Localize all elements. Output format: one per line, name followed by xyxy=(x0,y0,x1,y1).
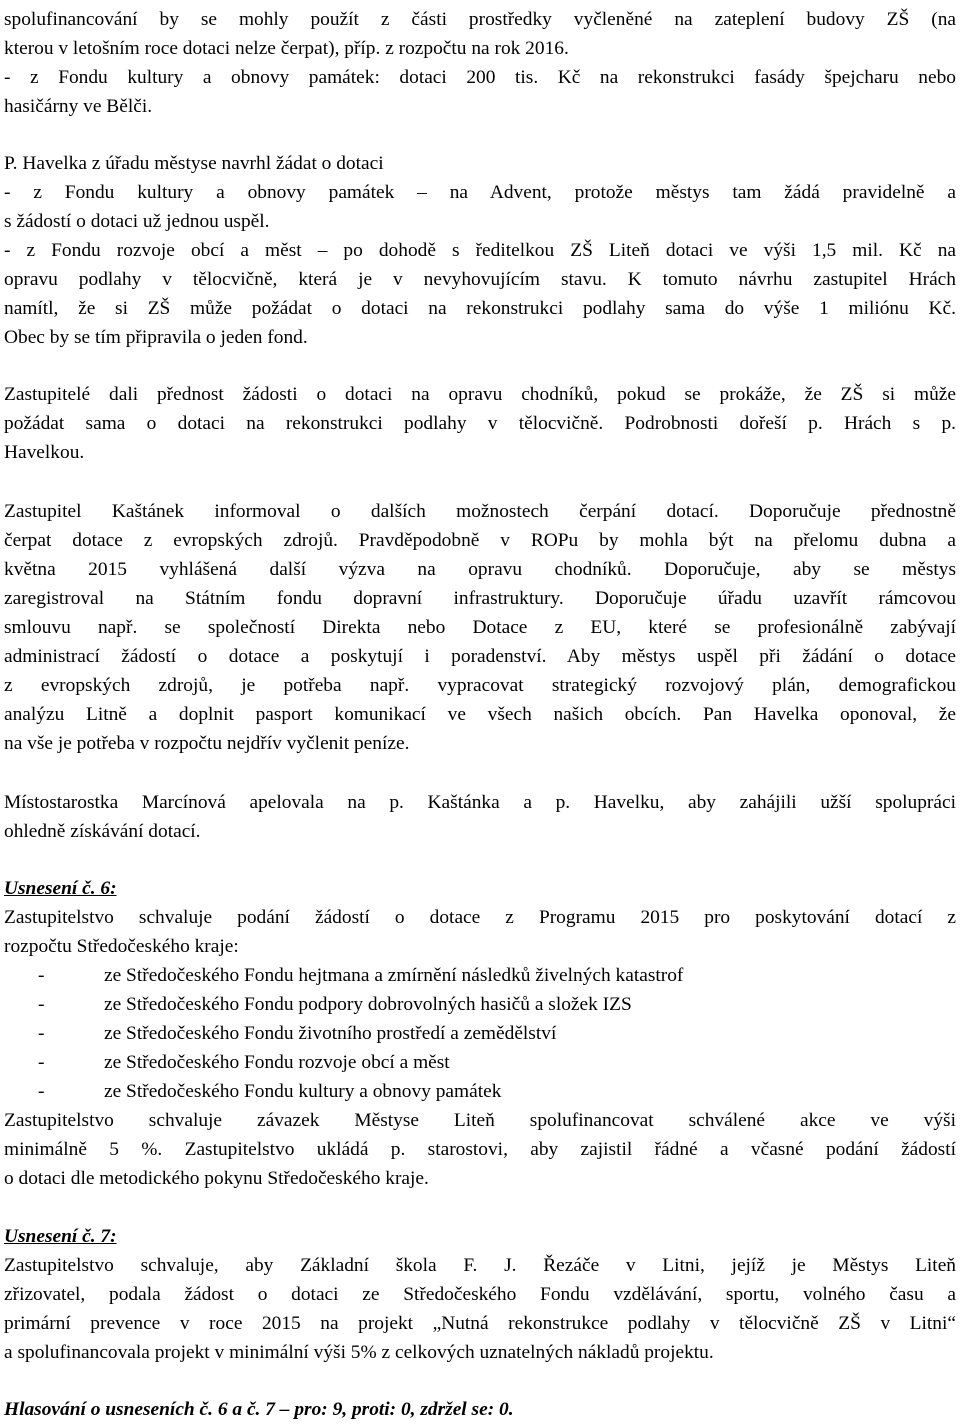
text-line: P. Havelka z úřadu městyse navrhl žádat o dotaci xyxy=(4,153,384,174)
text-line: spolufinancování by se mohly použít z části prostředky vyčleněné na zateplení budovy ZŠ (na xyxy=(4,9,956,30)
text-line: primární prevence v roce 2015 na projekt „Nutná rekonstrukce podlahy v tělocvičně ZŠ v Litni“ xyxy=(4,1313,956,1334)
text-line: rozpočtu Středočeského kraje: xyxy=(4,936,239,957)
bullet-dash: - xyxy=(38,1052,45,1073)
bullet-dash: - xyxy=(38,1081,45,1102)
text-line: administrací žádostí o dotace a poskytují i poradenství. Aby městys uspěl při žádání o dotace xyxy=(4,646,956,667)
text-line: Zastupitelstvo schvaluje závazek Městyse Liteň spolufinancovat schválené akce ve výši xyxy=(4,1110,956,1131)
list-item xyxy=(4,961,956,990)
list-item-text: ze Středočeského Fondu rozvoje obcí a měst xyxy=(104,1052,450,1073)
resolution-heading-7: Usnesení č. 7: xyxy=(4,1226,117,1247)
text-line: opravu podlahy v tělocvičně, která je v nevyhovujícím stavu. K tomuto návrhu zastupitel Hrách xyxy=(4,269,956,290)
text-line: ohledně získávání dotací. xyxy=(4,821,201,842)
text-line: Zastupitelstvo schvaluje, aby Základní škola F. J. Řezáče v Litni, jejíž je Městys Liteň xyxy=(4,1255,956,1276)
list-item xyxy=(4,1019,956,1048)
text-line: o dotaci dle metodického pokynu Středočeského kraje. xyxy=(4,1168,429,1189)
text-line: hasičárny ve Bělči. xyxy=(4,96,153,117)
text-line: požádat sama o dotaci na rekonstrukci podlahy v tělocvičně. Podrobnosti dořeší p. Hrách s p. xyxy=(4,413,956,434)
text-line: kterou v letošním roce dotaci nelze čerpat), příp. z rozpočtu na rok 2016. xyxy=(4,38,569,59)
text-line: namítl, že si ZŠ může požádat o dotaci na rekonstrukci podlahy sama do výše 1 miliónu Kč. xyxy=(4,298,956,319)
text-line: minimálně 5 %. Zastupitelstvo ukládá p. starostovi, aby zajistil řádné a včasné podání žádostí xyxy=(4,1139,956,1160)
text-line: - z Fondu kultury a obnovy památek: dotaci 200 tis. Kč na rekonstrukci fasády špejcharu nebo xyxy=(4,67,956,88)
resolution-heading-6: Usnesení č. 6: xyxy=(4,878,117,899)
text-line: analýzu Litně a doplnit pasport komunikací ve všech našich obcích. Pan Havelka oponoval, že xyxy=(4,704,956,725)
text-line: května 2015 vyhlášená další výzva na opravu chodníků. Doporučuje, aby se městys xyxy=(4,559,956,580)
voting-result: Hlasování o usneseních č. 6 a č. 7 – pro: 9, proti: 0, zdržel se: 0. xyxy=(4,1399,514,1420)
text-line: zaregistroval na Státním fondu dopravní infrastruktury. Doporučuje úřadu uzavřít rámcovou xyxy=(4,588,956,609)
text-line: Zastupitelstvo schvaluje podání žádostí o dotace z Programu 2015 pro poskytování dotací z xyxy=(4,907,956,928)
bullet-dash: - xyxy=(38,1023,45,1044)
list-item xyxy=(4,1048,956,1077)
list-item-text: ze Středočeského Fondu podpory dobrovolných hasičů a složek IZS xyxy=(104,994,632,1015)
list-item-text: ze Středočeského Fondu životního prostředí a zemědělství xyxy=(104,1023,557,1044)
list-item xyxy=(4,1077,956,1106)
list-item-text: ze Středočeského Fondu hejtmana a zmírnění následků živelných katastrof xyxy=(104,965,684,986)
bullet-dash: - xyxy=(38,994,45,1015)
text-line: z evropských zdrojů, je potřeba např. vypracovat strategický rozvojový plán, demografickou xyxy=(4,675,956,696)
text-line: čerpat dotace z evropských zdrojů. Pravděpodobně v ROPu by mohla být na přelomu dubna a xyxy=(4,530,956,551)
text-line: a spolufinancovala projekt v minimální výši 5% z celkových uznatelných nákladů projektu. xyxy=(4,1342,714,1363)
text-line: Obec by se tím připravila o jeden fond. xyxy=(4,327,308,348)
text-line: smlouvu např. se společností Direkta nebo Dotace z EU, které se profesionálně zabývají xyxy=(4,617,956,638)
text-line: na vše je potřeba v rozpočtu nejdřív vyčlenit peníze. xyxy=(4,733,410,754)
text-line: s žádostí o dotaci už jednou uspěl. xyxy=(4,211,270,232)
text-line: zřizovatel, podala žádost o dotaci ze Středočeského Fondu vzdělávání, sportu, volného času a xyxy=(4,1284,956,1305)
text-line: Havelkou. xyxy=(4,442,85,463)
text-line: Místostarostka Marcínová apelovala na p. Kaštánka a p. Havelku, aby zahájili užší spolupráci xyxy=(4,792,956,813)
text-line: - z Fondu kultury a obnovy památek – na Advent, protože městys tam žádá pravidelně a xyxy=(4,182,956,203)
text-line: Zastupitel Kaštánek informoval o dalších možnostech čerpání dotací. Doporučuje přednostně xyxy=(4,501,956,522)
list-item xyxy=(4,990,956,1019)
text-line: - z Fondu rozvoje obcí a měst – po dohodě s ředitelkou ZŠ Liteň dotaci ve výši 1,5 mil. Kč na xyxy=(4,240,956,261)
bullet-dash: - xyxy=(38,965,45,986)
text-line: Zastupitelé dali přednost žádosti o dotaci na opravu chodníků, pokud se prokáže, že ZŠ si může xyxy=(4,384,956,405)
list-item-text: ze Středočeského Fondu kultury a obnovy památek xyxy=(104,1081,502,1102)
